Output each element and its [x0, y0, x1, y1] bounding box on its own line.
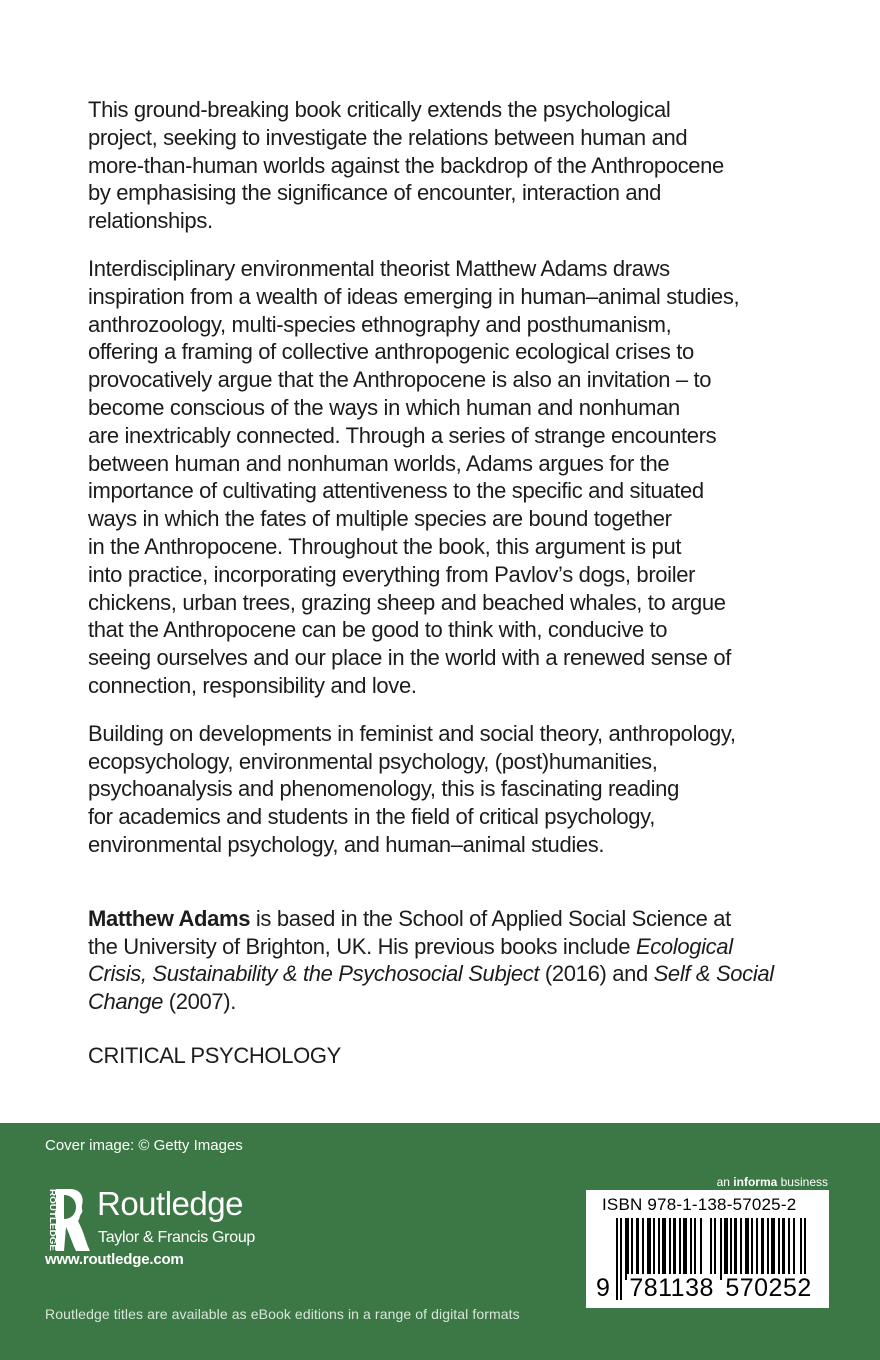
tagline-text: an: [716, 1175, 734, 1189]
bio-text: is based in the School of Applied Social Science at: [250, 905, 731, 931]
text-line: inspiration from a wealth of ideas emerging in human–animal studies,: [88, 283, 740, 309]
text-line: more-than-human worlds against the backdrop of the Anthropocene: [88, 152, 724, 178]
barcode-digits: [594, 1274, 814, 1303]
text-line: offering a framing of collective anthropogenic ecological crises to: [88, 339, 694, 365]
text-line: that the Anthropocene can be good to think with, conducive to: [88, 617, 668, 643]
book-title: Ecological: [635, 933, 733, 959]
blurb-paragraph-1: [88, 96, 808, 235]
author-name: Matthew Adams: [88, 905, 251, 931]
informa-brand: informa: [733, 1175, 778, 1189]
text-line: connection, responsibility and love.: [88, 672, 417, 698]
series-label: CRITICAL PSYCHOLOGY: [88, 1042, 341, 1068]
routledge-logo: [42, 1187, 282, 1257]
text-line: Building on developments in feminist and social theory, anthropology,: [88, 720, 736, 746]
text-line: relationships.: [88, 208, 213, 234]
text-line: chickens, urban trees, grazing sheep and beached whales, to argue: [88, 589, 726, 615]
text-line: environmental psychology, and human–animal studies.: [88, 831, 605, 857]
barcode-digit: 781138: [629, 1274, 714, 1302]
text-line: are inextricably connected. Through a series of strange encounters: [88, 422, 717, 448]
bio-text: (2016) and: [539, 961, 654, 987]
text-line: project, seeking to investigate the relations between human and: [88, 124, 688, 150]
publisher-footer: [0, 1123, 880, 1360]
text-line: seeing ourselves and our place in the world with a renewed sense of: [88, 645, 732, 671]
blurb-paragraph-3: [88, 720, 808, 859]
isbn-label: ISBN 978-1-138-57025-2: [602, 1195, 797, 1214]
text-line: by emphasising the significance of encounter, interaction and: [88, 180, 662, 206]
tagline-text: business: [777, 1175, 828, 1189]
svg-text:ROUTLEDGE: ROUTLEDGE: [48, 1189, 58, 1243]
book-title: Crisis, Sustainability & the Psychosocial Subject: [88, 961, 540, 987]
author-bio: [88, 905, 808, 1016]
publisher-name: Routledge: [97, 1185, 243, 1222]
informa-tagline: [717, 1175, 828, 1189]
bio-text: the University of Brighton, UK. His previous books include: [88, 933, 636, 959]
text-line: Interdisciplinary environmental theorist Matthew Adams draws: [88, 255, 670, 281]
text-line: ecopsychology, environmental psychology, (post)humanities,: [88, 748, 658, 774]
text-line: between human and nonhuman worlds, Adams argues for the: [88, 450, 670, 476]
text-line: psychoanalysis and phenomenology, this is fascinating reading: [88, 776, 679, 802]
text-line: for academics and students in the field of critical psychology,: [88, 804, 655, 830]
ebook-note: Routledge titles are available as eBook editions in a range of digital formats: [45, 1306, 520, 1322]
text-line: importance of cultivating attentiveness to the specific and situated: [88, 478, 704, 504]
text-line: in the Anthropocene. Throughout the book, this argument is put: [88, 533, 682, 559]
book-title: Change: [88, 989, 163, 1015]
text-line: anthrozoology, multi-species ethnography and posthumanism,: [88, 311, 672, 337]
publisher-group: Taylor & Francis Group: [98, 1229, 256, 1246]
blurb-paragraph-2: [88, 255, 808, 700]
text-line: ways in which the fates of multiple species are bound together: [88, 506, 672, 532]
book-title: Self & Social: [653, 961, 774, 987]
routledge-r-logo-icon: [42, 1187, 90, 1253]
text-line: This ground-breaking book critically extends the psychological: [88, 97, 671, 122]
isbn-barcode: [586, 1190, 829, 1308]
cover-credit: Cover image: © Getty Images: [45, 1137, 243, 1154]
bio-text: (2007).: [162, 989, 236, 1015]
text-line: into practice, incorporating everything from Pavlov’s dogs, broiler: [88, 561, 696, 587]
text-line: provocatively argue that the Anthropocene is also an invitation – to: [88, 367, 712, 393]
barcode-digit: 570252: [725, 1274, 812, 1302]
publisher-website-link[interactable]: www.routledge.com: [45, 1251, 184, 1268]
back-cover-text: [88, 96, 808, 1070]
barcode-digit: 9: [596, 1274, 611, 1302]
text-line: become conscious of the ways in which human and nonhuman: [88, 394, 680, 420]
